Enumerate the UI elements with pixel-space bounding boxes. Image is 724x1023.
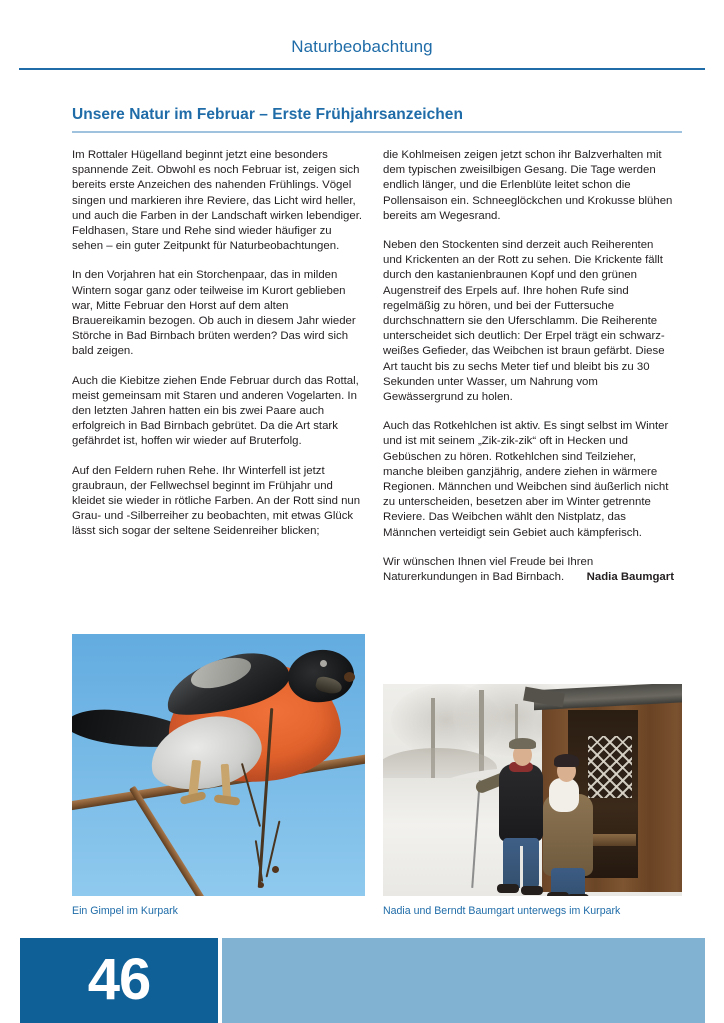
closing-text: Wir wünschen Ihnen viel Freude bei Ihren Naturerkundungen in Bad Birnbach. <box>383 555 594 584</box>
figure-walkers <box>383 684 682 918</box>
bird-foot <box>179 791 206 805</box>
bird-eye <box>320 660 327 667</box>
winter-scene-illustration <box>383 684 682 896</box>
page-number-box <box>20 938 218 1023</box>
figure-bullfinch <box>72 634 365 918</box>
paragraph: Auch die Kiebitze ziehen Ende Februar durch das Rottal, meist gemeinsam mit Staren und anderen Vogelarten. In den letzten Jahren hatten ein bis zwei Paare auch erfolgreich in Bad Birnbach gebrütet. Da die Art stark gefährdet ist, hoffen wir wieder auf Bruterfolg. <box>72 374 359 448</box>
running-header-title: Naturbeobachtung <box>291 37 433 56</box>
text-column-left <box>72 148 363 540</box>
seed-bud <box>258 882 264 888</box>
winter-hat <box>554 754 579 767</box>
paragraph: Im Rottaler Hügelland beginnt jetzt eine besonders spannende Zeit. Obwohl es noch Februar ist, zeigen sich bereits erste Anzeichen des nahenden Frühlings. Vögel singen und markieren ihre Reviere, das Licht wird heller, und auch die Farben in der Landschaft wirken lebendiger. Feldhasen, Stare und Rehe sind wieder häufiger zu sehen – ein guter Zeitpunkt für Naturbeobachtungen. <box>72 149 363 253</box>
paragraph: Auch das Rotkehlchen ist aktiv. Es singt selbst im Winter und ist mit seinem „Zik-zik-zik“ oft in Hecken und Gebüschen zu hören. Rotkehlchen sind Teilzieher, manche bleiben ganzjährig, andere ziehen in wärmere Regionen. Männchen und Weibchen sind äußerlich nicht zu unterscheiden, besetzen aber im Winter getrennte Reviere. Das Weibchen wählt den Nistplatz, das Männchen verteidigt sein Gebiet auch kämpferisch. <box>383 420 669 539</box>
bullfinch-photo <box>72 634 365 896</box>
shoe <box>567 894 589 896</box>
closing-paragraph <box>383 555 674 585</box>
paragraph: Auf den Feldern ruhen Rehe. Ihr Winterfell ist jetzt graubraun, der Fellwechsel beginnt im Frühjahr und kleidet sie wieder in rötliche Farben. An der Rott sind nun Grau- und -Silberreiher zu beobachten, mit etwas Glück lässt sich sogar der seltene Seidenreiher blicken; <box>72 464 361 538</box>
bullfinch-illustration <box>72 634 365 896</box>
scarf <box>549 778 579 812</box>
page-number: 46 <box>87 946 151 1012</box>
paragraph: Neben den Stockenten sind derzeit auch Reiherenten und Krickenten an der Rott zu sehen. Die Krickente fällt durch den kastanienbraunen Kopf und den grünen Augenstreif des Erpels auf. Ihre hohen Rufe sind regelmäßig zu hören, und bei der Futtersuche durchschnattern sie den Uferschlamm. Die Reiherente unterscheidet sich deutlich: Der Erpel trägt ein schwarz-weißes Gefieder, das Weibchen ist braun gefärbt. Diese Art taucht bis zu sechs Meter tief und bleibt bis zu 30 Sekunden unter Wasser, um Nahrung vom Gewässergrund zu holen. <box>383 239 665 404</box>
leg-gap <box>520 846 523 888</box>
bird-foot <box>214 794 241 806</box>
shoe <box>547 892 569 896</box>
person-woman <box>535 742 607 896</box>
paragraph: In den Vorjahren hat ein Storchenpaar, das in milden Wintern sogar ganz oder teilweise im Kurort geblieben war, Mitte Februar den Horst auf dem alten Brauereikamin bezogen. Ob auch in diesem Jahr wieder Störche in Bad Birnbach brüten werden? Das wird sich bald zeigen. <box>72 269 356 358</box>
header-divider-rule <box>19 68 705 70</box>
article-title: Unsere Natur im Februar – Erste Frühjahrsanzeichen <box>72 106 463 123</box>
text-column-right <box>383 148 674 585</box>
seed-bud <box>272 866 279 873</box>
seed-bud <box>344 672 355 682</box>
running-header <box>19 38 705 55</box>
figure-caption: Ein Gimpel im Kurpark <box>72 905 178 917</box>
walkers-photo <box>383 684 682 896</box>
article-title-underline <box>72 131 682 133</box>
flat-cap <box>509 738 536 749</box>
footer-accent-bar <box>222 938 705 1023</box>
paragraph: die Kohlmeisen zeigen jetzt schon ihr Balzverhalten mit dem typischen zweisilbigen Gesang. Die Tage werden endlich länger, und die Erlenblüte leitet schon die Pollensaison ein. Schneeglöckchen und Krokusse blühen bereits am Wegesrand. <box>383 149 673 222</box>
author-byline: Nadia Baumgart <box>586 571 674 584</box>
shoe <box>497 884 519 893</box>
figure-caption: Nadia und Berndt Baumgart unterwegs im Kurpark <box>383 905 621 917</box>
